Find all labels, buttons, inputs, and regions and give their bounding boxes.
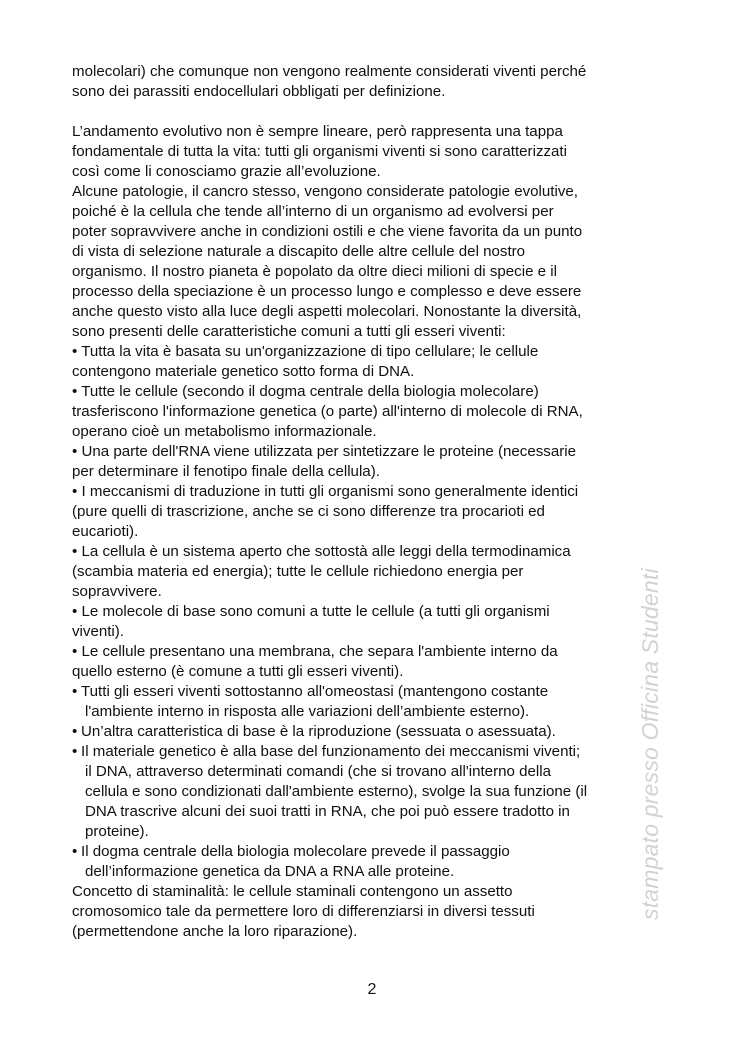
text-line: • I meccanismi di traduzione in tutti gli organismi sono generalmente identici: [72, 483, 579, 500]
bullet-line: cellula e sono condizionati dall'ambiente esterno), svolge la sua funzione (il: [85, 783, 588, 800]
indented-bullet-list: [72, 682, 678, 882]
bullet-item: [72, 722, 678, 742]
text-line: poter sopravvivere anche in condizioni ostili e che viene favorita da un punto: [72, 223, 583, 240]
text-line: • Tutte le cellule (secondo il dogma centrale della biologia molecolare): [72, 383, 539, 400]
text-line: eucarioti).: [72, 523, 139, 540]
text-line: L’andamento evolutivo non è sempre lineare, però rappresenta una tappa: [72, 123, 563, 140]
bullet-text: Il materiale genetico è alla base del funzionamento dei meccanismi viventi;: [81, 743, 581, 760]
text-line: operano cioè un metabolismo informazionale.: [72, 423, 377, 440]
text-line: viventi).: [72, 623, 125, 640]
bullet-line: [72, 742, 678, 762]
bullet-line: proteine).: [85, 823, 149, 840]
text-line: cromosomico tale da permettere loro di differenziarsi in diversi tessuti: [72, 903, 535, 920]
bullet-text: Il dogma centrale della biologia molecolare prevede il passaggio: [81, 843, 510, 860]
text-line: (scambia materia ed energia); tutte le cellule richiedono energia per: [72, 563, 524, 580]
bullet-line: dell’informazione genetica da DNA a RNA alle proteine.: [85, 863, 455, 880]
text-line: fondamentale di tutta la vita: tutti gli organismi viventi si sono caratterizzati: [72, 143, 567, 160]
bullet-line: DNA trascrive alcuni dei suoi tratti in RNA, che poi può essere tradotto in: [85, 803, 570, 820]
text-line: • Le cellule presentano una membrana, che separa l'ambiente interno da: [72, 643, 558, 660]
text-line: contengono materiale genetico sotto forma di DNA.: [72, 363, 415, 380]
text-line: Concetto di staminalità: le cellule staminali contengono un assetto: [72, 883, 513, 900]
text-line: poiché è la cellula che tende all’interno di un organismo ad evolversi per: [72, 203, 554, 220]
bullet-line: [72, 842, 678, 862]
text-line: sopravvivere.: [72, 583, 162, 600]
bullet-mark: •: [72, 723, 78, 740]
text-line: anche questo visto alla luce degli aspetti molecolari. Nonostante la diversità,: [72, 303, 582, 320]
text-line: sono presenti delle caratteristiche comuni a tutti gli esseri viventi:: [72, 323, 506, 340]
bullet-line: l'ambiente interno in risposta alle variazioni dell’ambiente esterno).: [85, 703, 530, 720]
bullet-text: Un’altra caratteristica di base è la riproduzione (sessuata o asessuata).: [81, 723, 556, 740]
bullet-item: [72, 682, 678, 722]
bullet-line: [72, 722, 678, 742]
text-line: sono dei parassiti endocellulari obbligati per definizione.: [72, 83, 446, 100]
text-line: • Tutta la vita è basata su un'organizzazione di tipo cellulare; le cellule: [72, 343, 539, 360]
closing-paragraph: [72, 882, 678, 942]
text-line: molecolari) che comunque non vengono realmente considerati viventi perché: [72, 63, 587, 80]
text-line: • Le molecole di base sono comuni a tutte le cellule (a tutti gli organismi: [72, 603, 550, 620]
text-line: • La cellula è un sistema aperto che sottostà alle leggi della termodinamica: [72, 543, 571, 560]
text-line: organismo. Il nostro pianeta è popolato da oltre dieci milioni di specie e il: [72, 263, 557, 280]
text-flow: [72, 62, 678, 682]
text-line: per determinare il fenotipo finale della cellula).: [72, 463, 380, 480]
paragraph-gap: [72, 102, 678, 122]
bullet-mark: •: [72, 843, 78, 860]
text-line: (pure quelli di trascrizione, anche se ci sono differenze tra procarioti ed: [72, 503, 545, 520]
text-line: (permettendone anche la loro riparazione).: [72, 923, 358, 940]
page-number: 2: [367, 981, 377, 998]
bullet-line: [72, 682, 678, 702]
text-line: • Una parte dell'RNA viene utilizzata per sintetizzare le proteine (necessarie: [72, 443, 576, 460]
text-line: così come li conosciamo grazie all’evoluzione.: [72, 163, 381, 180]
text-line: processo della speciazione è un processo lungo e complesso e deve essere: [72, 283, 582, 300]
bullet-text: Tutti gli esseri viventi sottostanno all'omeostasi (mantengono costante: [81, 683, 549, 700]
text-line: quello esterno (è comune a tutti gli esseri viventi).: [72, 663, 404, 680]
bullet-item: [72, 742, 678, 842]
page-body: [72, 62, 678, 942]
bullet-item: [72, 842, 678, 882]
bullet-mark: •: [72, 683, 78, 700]
text-line: Alcune patologie, il cancro stesso, vengono considerate patologie evolutive,: [72, 183, 578, 200]
text-line: di vista di selezione naturale a discapito delle altre cellule del nostro: [72, 243, 526, 260]
bullet-mark: •: [72, 743, 78, 760]
text-line: trasferiscono l'informazione genetica (o parte) all'interno di molecole di RNA,: [72, 403, 583, 420]
bullet-line: il DNA, attraverso determinati comandi (che si trovano all'interno della: [85, 763, 551, 780]
watermark-text: stampato presso Officina Studenti: [637, 568, 663, 920]
